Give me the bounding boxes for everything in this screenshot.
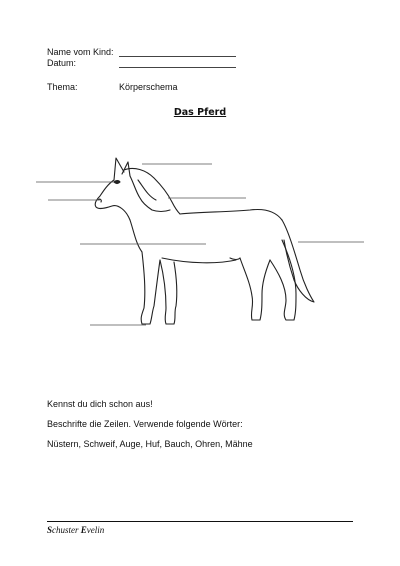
horse-tail-icon	[282, 220, 314, 302]
author-last-initial: E	[80, 525, 87, 535]
instruction-line-2: Beschrifte die Zeilen. Verwende folgende Wörter:	[47, 419, 243, 429]
horse-belly-icon	[162, 258, 236, 263]
name-blank-line[interactable]	[119, 56, 236, 57]
horse-drawing	[30, 140, 370, 340]
page-title: Das Pferd	[173, 107, 227, 118]
horse-nostril-icon	[98, 199, 101, 202]
author-first-rest: chuster	[52, 525, 81, 535]
horse-ear-icon	[114, 158, 124, 180]
date-blank-line[interactable]	[119, 67, 236, 68]
instruction-line-1: Kennst du dich schon aus!	[47, 399, 153, 409]
date-label: Datum:	[47, 58, 77, 68]
footer-author	[47, 525, 104, 535]
horse-eye-icon	[114, 181, 120, 184]
word-list: Nüstern, Schweif, Auge, Huf, Bauch, Ohren, Mähne	[47, 439, 253, 449]
footer-rule	[47, 521, 353, 522]
topic-value: Körperschema	[119, 82, 178, 92]
author-last-rest: velin	[86, 525, 105, 535]
topic-label: Thema:	[47, 82, 78, 92]
horse-mane-icon	[124, 168, 180, 214]
author-first-initial: S	[47, 525, 53, 535]
name-label: Name vom Kind:	[47, 47, 114, 57]
